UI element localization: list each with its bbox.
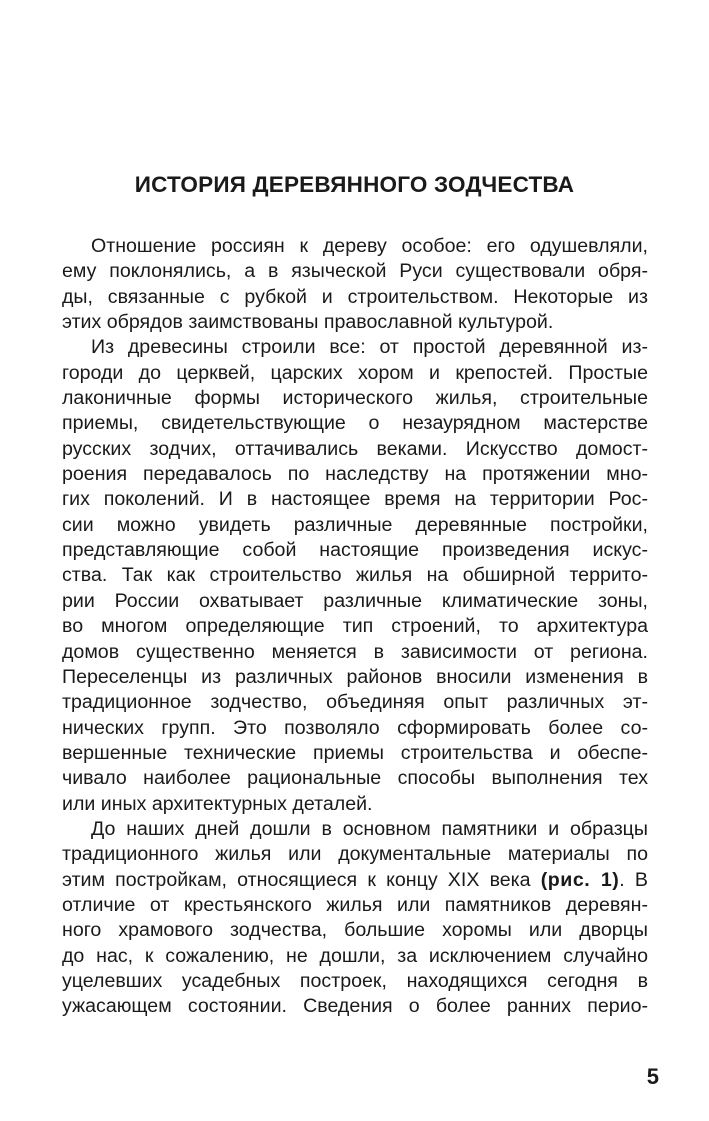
text-line: во многом определяющие тип строений, то архитектура: [62, 615, 648, 638]
text-line: гих поколений. И в настоящее время на территории Рос-: [62, 488, 648, 511]
text-line: нических групп. Это позволяло сформировать более со-: [62, 716, 648, 739]
text-line: ужасающем состоянии. Сведения о более ранних перио-: [62, 995, 648, 1018]
text-line: этих обрядов заимствованы православной культурой.: [62, 311, 554, 334]
text-line: ды, связанные с рубкой и строительством. Некоторые из: [62, 285, 648, 308]
text-line: или иных архитектурных деталей.: [62, 792, 373, 815]
text-line: До наших дней дошли в основном памятники и образцы: [91, 817, 648, 840]
text-line: роения передавалось по наследству на протяжении мно-: [62, 463, 648, 486]
text-line: чивало наиболее рациональные способы выполнения тех: [62, 767, 648, 790]
text-line: приемы, свидетельствующие о незаурядном мастерстве: [62, 412, 648, 435]
body-text: [62, 234, 648, 1020]
text-line: Отношение россиян к дереву особое: его одушевляли,: [91, 235, 648, 257]
text-segment: этим постройкам, относящиеся к концу XIX века: [62, 868, 541, 891]
text-segment: . В: [619, 868, 648, 891]
text-line: городи до церквей, царских хором и крепостей. Простые: [62, 361, 648, 384]
text-line: Из древесины строили все: от простой деревянной из-: [91, 336, 648, 359]
text-line: вершенные технические приемы строительства и обеспе-: [62, 741, 648, 764]
page-number: 5: [646, 1064, 659, 1089]
text-line: домов существенно меняется в зависимости от региона.: [62, 640, 648, 663]
text-line: рии России охватывает различные климатические зоны,: [62, 589, 648, 612]
text-line: Переселенцы из различных районов вносили изменения в: [62, 665, 648, 688]
figure-reference: (рис. 1): [540, 868, 620, 891]
text-line: до нас, к сожалению, не дошли, за исключением случайно: [62, 944, 648, 967]
text-line: русских зодчих, оттачивались веками. Искусство домост-: [62, 437, 648, 460]
text-line: отличие от крестьянского жилья или памятников деревян-: [62, 893, 648, 916]
text-line: традиционное зодчество, объединяя опыт различных эт-: [62, 691, 648, 714]
text-line: ему поклонялись, а в языческой Руси существовали обря-: [62, 260, 648, 283]
text-line: традиционного жилья или документальные материалы по: [62, 843, 648, 866]
text-line: сии можно увидеть различные деревянные постройки,: [62, 513, 648, 536]
text-line: ства. Так как строительство жилья на обширной террито-: [62, 564, 648, 587]
text-line: уцелевших усадебных построек, находящихся сегодня в: [62, 969, 648, 992]
text-line: ного храмового зодчества, большие хоромы или дворцы: [62, 919, 648, 942]
page-title: ИСТОРИЯ ДЕРЕВЯННОГО ЗОДЧЕСТВА: [134, 172, 575, 197]
text-line-with-figure-ref: [62, 868, 648, 893]
text-line: лаконичные формы исторического жилья, строительные: [62, 387, 648, 410]
text-line: представляющие собой настоящие произведения искус-: [62, 539, 648, 562]
